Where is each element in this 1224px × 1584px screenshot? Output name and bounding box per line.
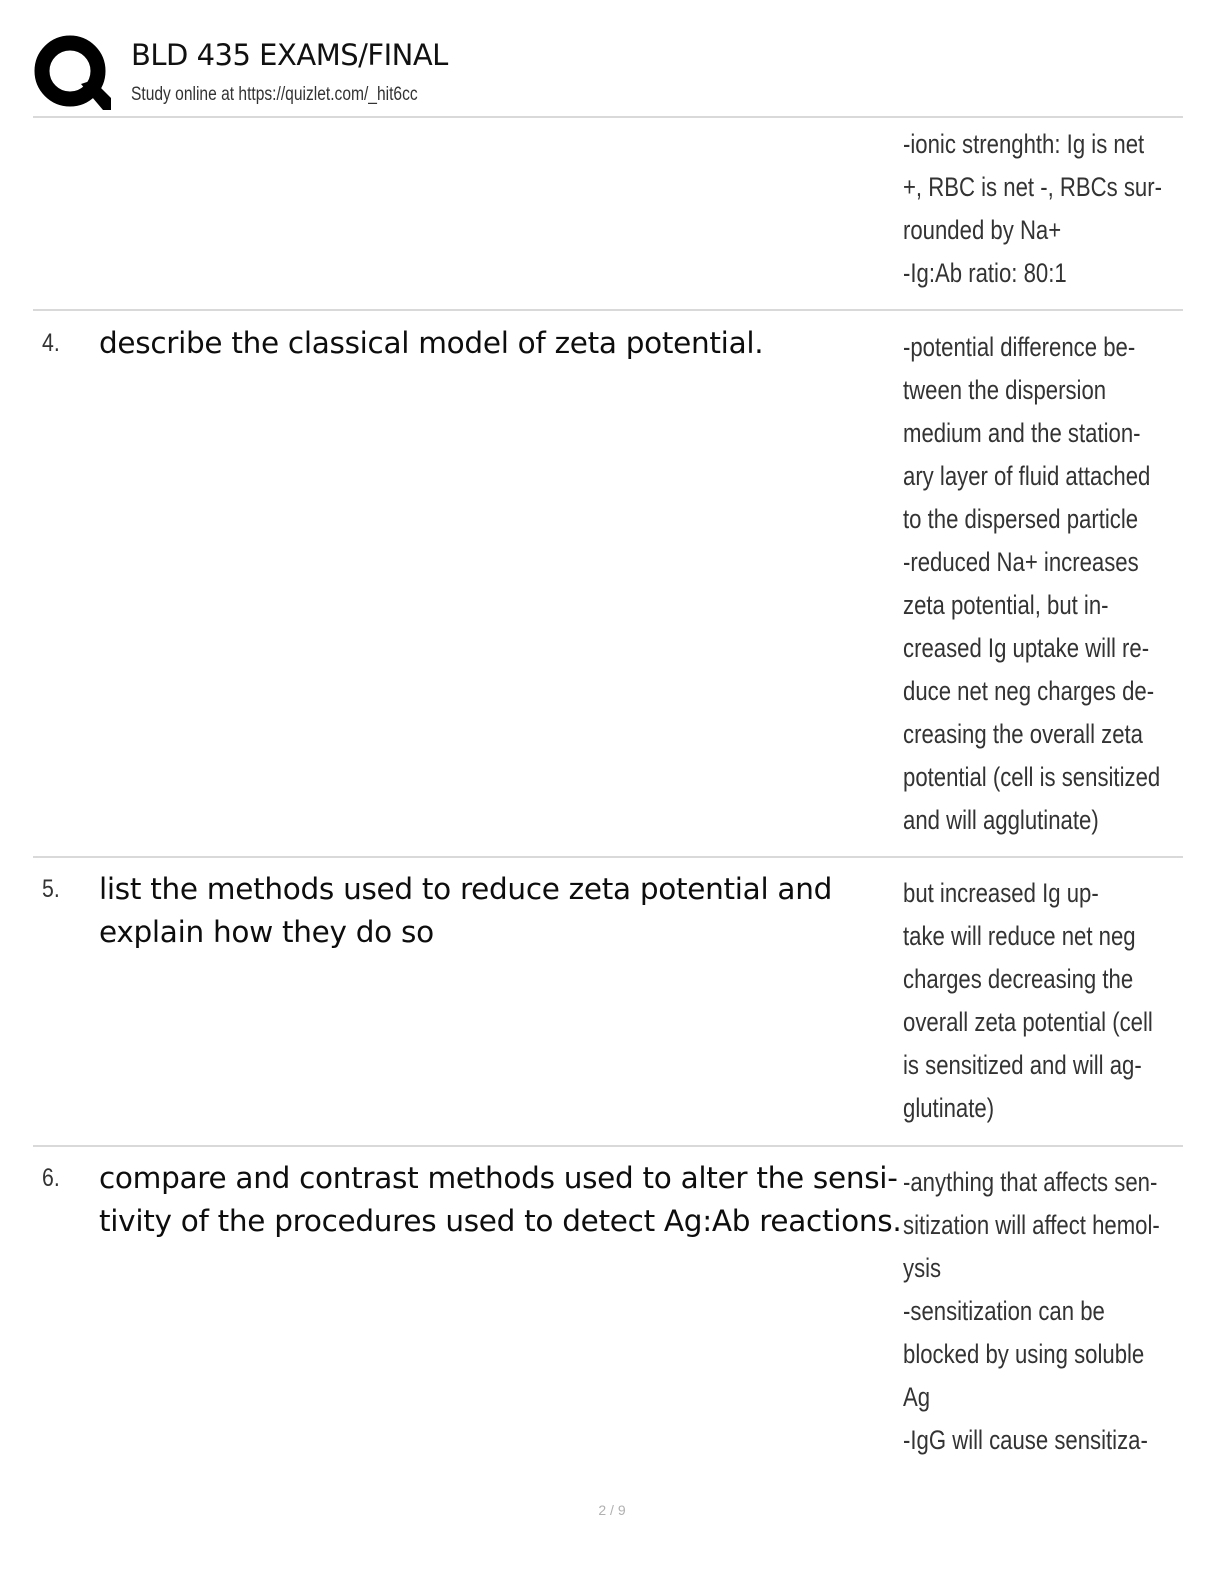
page-number: 2 / 9 bbox=[598, 1502, 626, 1518]
definition-line: take will reduce net neg bbox=[903, 921, 1136, 951]
definition-line: -ionic strenghth: Ig is net bbox=[903, 129, 1145, 159]
card-number: 4. bbox=[42, 329, 60, 357]
term-line: compare and contrast methods used to alter the sensi- bbox=[99, 1161, 898, 1195]
definition-line: medium and the station- bbox=[903, 418, 1141, 448]
definition-line: -sensitization can be bbox=[903, 1296, 1105, 1326]
definition-line: zeta potential, but in- bbox=[903, 590, 1109, 620]
definition-line: rounded by Na+ bbox=[903, 215, 1062, 245]
flashcard-continuation bbox=[33, 123, 1183, 303]
divider bbox=[33, 1145, 1183, 1147]
definition-line: -reduced Na+ increases bbox=[903, 547, 1139, 577]
set-title: BLD 435 EXAMS/FINAL bbox=[131, 38, 448, 72]
definition-line: blocked by using soluble bbox=[903, 1339, 1145, 1369]
definition-line: tween the dispersion bbox=[903, 375, 1107, 405]
term-line: tivity of the procedures used to detect Ag:Ab reactions. bbox=[99, 1204, 902, 1238]
page-header bbox=[33, 34, 1183, 114]
card-number: 5. bbox=[42, 875, 60, 903]
study-online-link[interactable]: Study online at https://quizlet.com/_hit6cc bbox=[131, 84, 418, 105]
definition-line: ary layer of fluid attached bbox=[903, 461, 1151, 491]
quizlet-q-logo-icon bbox=[33, 34, 111, 112]
card-term: describe the classical model of zeta potential. bbox=[99, 326, 764, 360]
flashcard-6 bbox=[33, 1161, 1183, 1481]
definition-line: and will agglutinate) bbox=[903, 805, 1099, 835]
definition-line: glutinate) bbox=[903, 1093, 995, 1123]
definition-line: charges decreasing the bbox=[903, 964, 1134, 994]
divider bbox=[33, 116, 1183, 118]
definition-line: duce net neg charges de- bbox=[903, 676, 1155, 706]
definition-line: ysis bbox=[903, 1253, 942, 1283]
card-definition bbox=[903, 872, 1174, 1130]
flashcard-5 bbox=[33, 872, 1183, 1137]
card-number: 6. bbox=[42, 1164, 60, 1192]
definition-line: -IgG will cause sensitiza- bbox=[903, 1425, 1148, 1455]
flashcard-4 bbox=[33, 326, 1183, 846]
definition-line: potential (cell is sensitized bbox=[903, 762, 1161, 792]
card-definition bbox=[903, 326, 1174, 842]
divider bbox=[33, 309, 1183, 311]
card-definition bbox=[903, 123, 1174, 295]
card-definition bbox=[903, 1161, 1174, 1462]
definition-line: Ag bbox=[903, 1382, 931, 1412]
definition-line: creasing the overall zeta bbox=[903, 719, 1143, 749]
definition-line: -anything that affects sen- bbox=[903, 1167, 1158, 1197]
definition-line: overall zeta potential (cell bbox=[903, 1007, 1153, 1037]
definition-line: creased Ig uptake will re- bbox=[903, 633, 1150, 663]
definition-line: but increased Ig up- bbox=[903, 878, 1099, 908]
card-term bbox=[99, 1157, 909, 1243]
card-term: list the methods used to reduce zeta potential and explain how they do so bbox=[99, 872, 833, 949]
definition-line: sitization will affect hemol- bbox=[903, 1210, 1160, 1240]
definition-line: -Ig:Ab ratio: 80:1 bbox=[903, 258, 1067, 288]
definition-line: to the dispersed particle bbox=[903, 504, 1139, 534]
definition-line: -potential difference be- bbox=[903, 332, 1136, 362]
divider bbox=[33, 856, 1183, 858]
definition-line: +, RBC is net -, RBCs sur- bbox=[903, 172, 1162, 202]
definition-line: is sensitized and will ag- bbox=[903, 1050, 1142, 1080]
